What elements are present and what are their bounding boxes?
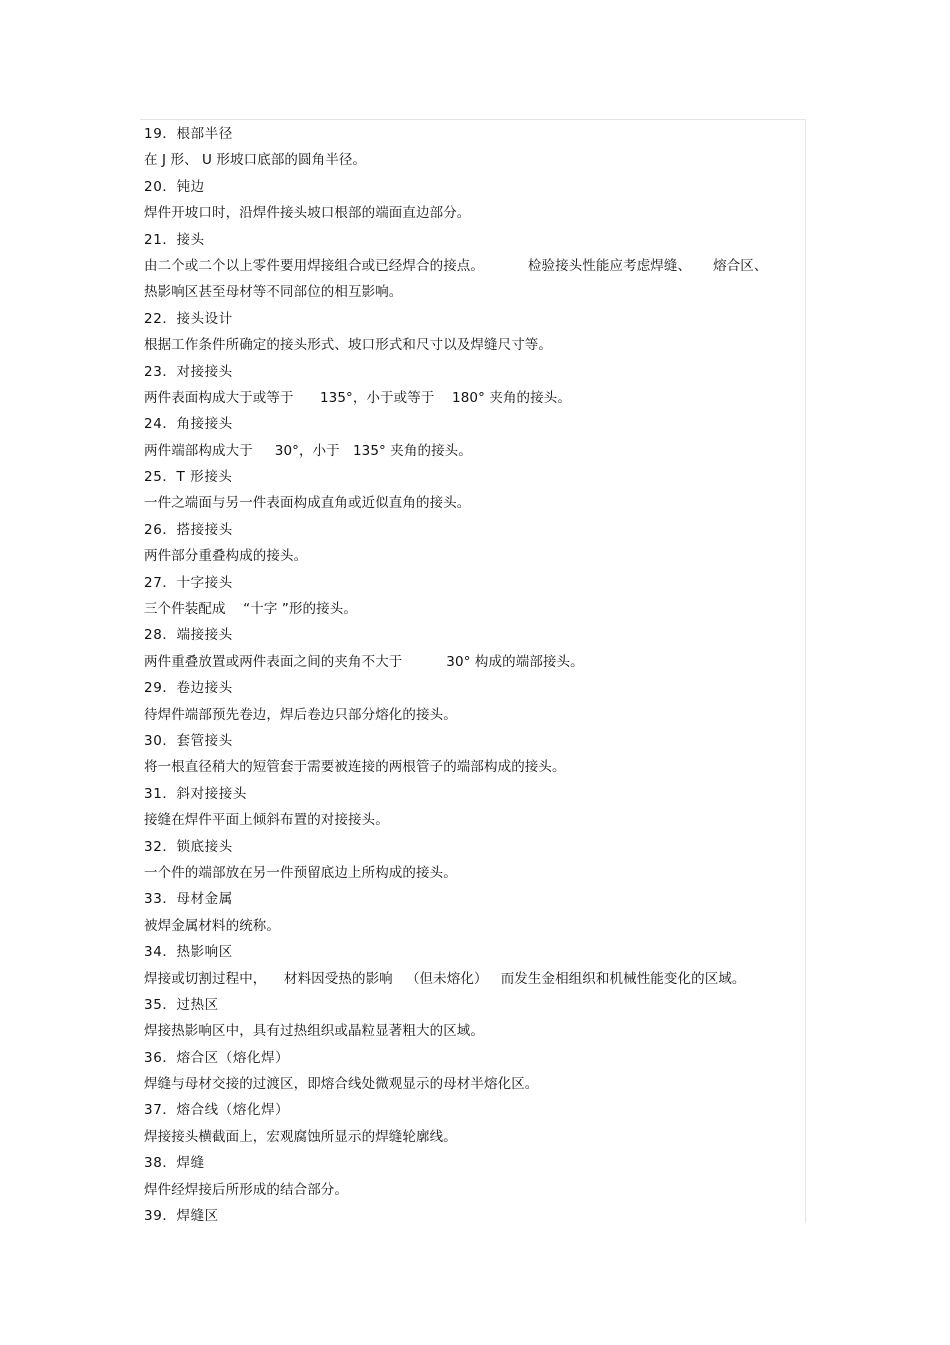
term-heading: 32．锁底接头 bbox=[144, 838, 233, 855]
term-definition: 待焊件端部预先卷边，焊后卷边只部分熔化的接头。 bbox=[144, 706, 457, 723]
term-heading: 30．套管接头 bbox=[144, 732, 233, 749]
term-heading: 38．焊缝 bbox=[144, 1155, 205, 1172]
term-definition: 热影响区甚至母材等不同部位的相互影响。 bbox=[144, 284, 403, 301]
document-content bbox=[144, 121, 824, 1229]
term-heading: 33．母材金属 bbox=[144, 891, 233, 908]
term-definition: 焊件开坡口时，沿焊件接头坡口根部的端面直边部分。 bbox=[144, 205, 471, 222]
term-heading: 25．T 形接头 bbox=[144, 469, 233, 486]
term-definition: 接缝在焊件平面上倾斜布置的对接接头。 bbox=[144, 812, 389, 829]
term-definition: 将一根直径稍大的短管套于需要被连接的两根管子的端部构成的接头。 bbox=[144, 759, 566, 776]
term-heading: 19．根部半径 bbox=[144, 126, 233, 142]
term-heading: 26．搭接接头 bbox=[144, 521, 233, 538]
term-definition: 在 J 形、 U 形坡口底部的圆角半径。 bbox=[144, 152, 367, 169]
term-definition: 被焊金属材料的统称。 bbox=[144, 917, 280, 934]
term-heading: 27．十字接头 bbox=[144, 574, 233, 591]
term-heading: 39．焊缝区 bbox=[144, 1208, 219, 1225]
term-definition: 焊接或切割过程中， 材料因受热的影响 （但未熔化） 而发生金相组织和机械性能变化的区域。 bbox=[144, 970, 746, 987]
term-heading: 34．热影响区 bbox=[144, 944, 233, 961]
term-definition: 焊缝与母材交接的过渡区，即熔合线处微观显示的母材半熔化区。 bbox=[144, 1076, 539, 1093]
term-definition: 由二个或二个以上零件要用焊接组合或已经焊合的接点。 检验接头性能应考虑焊缝、 熔合区、 bbox=[144, 257, 768, 274]
term-heading: 35．过热区 bbox=[144, 996, 219, 1013]
term-heading: 24．角接接头 bbox=[144, 416, 233, 433]
term-definition: 两件部分重叠构成的接头。 bbox=[144, 548, 308, 565]
term-heading: 22．接头设计 bbox=[144, 310, 233, 327]
term-definition: 两件重叠放置或两件表面之间的夹角不大于 30° 构成的端部接头。 bbox=[144, 653, 584, 670]
term-definition: 根据工作条件所确定的接头形式、坡口形式和尺寸以及焊缝尺寸等。 bbox=[144, 337, 552, 354]
term-definition: 两件表面构成大于或等于 135°，小于或等于 180° 夹角的接头。 bbox=[144, 389, 571, 406]
term-heading: 31．斜对接接头 bbox=[144, 785, 247, 802]
term-heading: 36．熔合区（熔化焊） bbox=[144, 1049, 290, 1066]
term-heading: 21．接头 bbox=[144, 231, 205, 248]
term-heading: 20．钝边 bbox=[144, 178, 205, 195]
term-heading: 23．对接接头 bbox=[144, 363, 233, 380]
term-definition: 两件端部构成大于 30°，小于 135° 夹角的接头。 bbox=[144, 442, 472, 459]
term-heading: 28．端接接头 bbox=[144, 627, 233, 644]
term-definition: 焊接接头横截面上，宏观腐蚀所显示的焊缝轮廓线。 bbox=[144, 1128, 457, 1145]
term-definition: 一件之端面与另一件表面构成直角或近似直角的接头。 bbox=[144, 495, 471, 512]
term-definition: 三个件装配成 “十字 ”形的接头。 bbox=[144, 601, 357, 618]
term-heading: 37．熔合线（熔化焊） bbox=[144, 1102, 290, 1119]
term-heading: 29．卷边接头 bbox=[144, 680, 233, 697]
term-definition: 焊件经焊接后所形成的结合部分。 bbox=[144, 1181, 348, 1198]
term-definition: 一个件的端部放在另一件预留底边上所构成的接头。 bbox=[144, 864, 457, 881]
term-definition: 焊接热影响区中，具有过热组织或晶粒显著粗大的区域。 bbox=[144, 1023, 484, 1040]
